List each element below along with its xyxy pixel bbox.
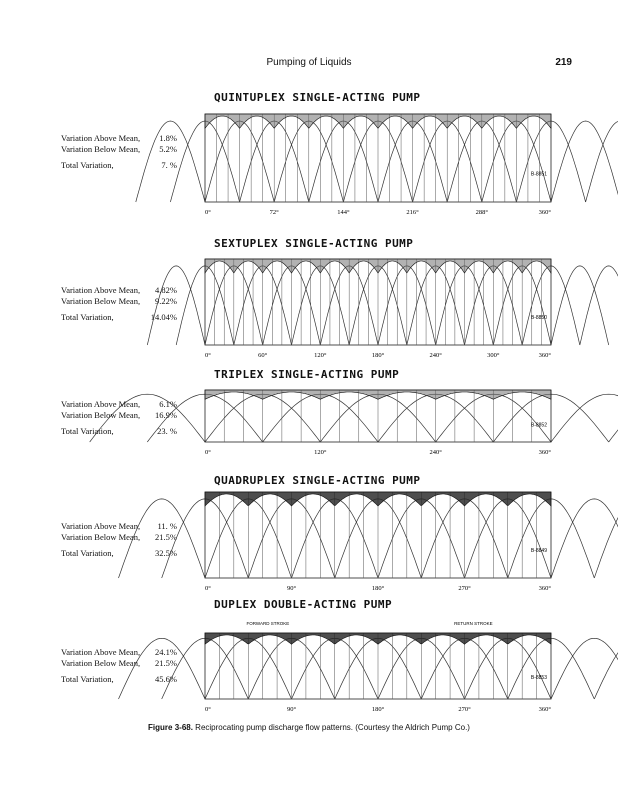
caption-text: Reciprocating pump discharge flow patterns. (Courtesy the Aldrich Pump Co.) bbox=[195, 723, 470, 732]
arch-curves bbox=[119, 638, 618, 699]
quintuplex-plot bbox=[205, 112, 551, 216]
stroke-arch bbox=[551, 394, 618, 442]
x-tick-label: 270° bbox=[458, 706, 471, 713]
above-label: Variation Above Mean, bbox=[61, 285, 141, 295]
below-label: Variation Below Mean, bbox=[61, 296, 141, 306]
figure-code: B-8852 bbox=[530, 422, 547, 429]
stroke-arch bbox=[551, 499, 618, 578]
above-label: Variation Above Mean, bbox=[61, 133, 141, 143]
total-label: Total Variation, bbox=[61, 426, 114, 436]
triplex-plot bbox=[205, 388, 551, 456]
sextuplex-plot bbox=[205, 257, 551, 359]
duplex-plot bbox=[205, 615, 551, 713]
below-label: Variation Below Mean, bbox=[61, 410, 141, 420]
flow-envelope bbox=[205, 390, 551, 399]
total-value: 45.6% bbox=[155, 674, 177, 684]
running-header: Pumping of Liquids bbox=[266, 57, 352, 68]
flow-envelope bbox=[205, 492, 551, 506]
x-tick-label: 270° bbox=[458, 585, 471, 592]
below-label: Variation Below Mean, bbox=[61, 532, 141, 542]
stats-block bbox=[61, 285, 177, 323]
figure-caption bbox=[0, 723, 618, 732]
x-tick-label: 0° bbox=[205, 352, 211, 359]
x-tick-label: 288° bbox=[475, 209, 488, 216]
stats-block bbox=[61, 399, 177, 437]
quintuplex-chart bbox=[205, 112, 551, 216]
panel-title: DUPLEX DOUBLE-ACTING PUMP bbox=[214, 598, 393, 611]
below-label: Variation Below Mean, bbox=[61, 658, 141, 668]
panel-title: QUINTUPLEX SINGLE-ACTING PUMP bbox=[214, 91, 421, 104]
x-tick-label: 240° bbox=[429, 449, 442, 456]
quadruplex-plot bbox=[205, 490, 551, 592]
figure-code: B-8853 bbox=[530, 675, 547, 682]
page-number: 219 bbox=[555, 57, 572, 68]
x-tick-label: 360° bbox=[538, 585, 551, 592]
panel-title: TRIPLEX SINGLE-ACTING PUMP bbox=[214, 368, 400, 381]
arch-curves bbox=[147, 266, 618, 345]
flow-envelope bbox=[205, 633, 551, 644]
below-value: 16.9% bbox=[155, 410, 177, 420]
total-label: Total Variation, bbox=[61, 312, 114, 322]
figure-code: B-8851 bbox=[530, 171, 547, 178]
x-tick-label: 180° bbox=[371, 585, 385, 592]
x-tick-label: 300° bbox=[487, 352, 500, 359]
x-tick-label: 0° bbox=[205, 706, 211, 713]
x-tick-label: 90° bbox=[286, 706, 297, 713]
below-label: Variation Below Mean, bbox=[61, 144, 141, 154]
panel-title: SEXTUPLEX SINGLE-ACTING PUMP bbox=[214, 237, 414, 250]
flow-envelope bbox=[205, 259, 551, 273]
stroke-arch bbox=[551, 638, 618, 699]
stroke-arch bbox=[594, 499, 618, 578]
x-tick-label: 180° bbox=[371, 706, 385, 713]
total-label: Total Variation, bbox=[61, 548, 114, 558]
forward-stroke-label: FORWARD STROKE bbox=[246, 621, 290, 626]
sextuplex-chart bbox=[205, 257, 551, 359]
above-value: 11. % bbox=[157, 521, 177, 531]
below-value: 9.22% bbox=[155, 296, 177, 306]
x-tick-label: 240° bbox=[429, 352, 442, 359]
total-value: 7. % bbox=[161, 160, 177, 170]
x-tick-label: 72° bbox=[269, 209, 279, 216]
x-tick-label: 0° bbox=[205, 449, 211, 456]
quadruplex-chart bbox=[205, 490, 551, 592]
x-tick-label: 60° bbox=[258, 352, 268, 359]
panel-title: QUADRUPLEX SINGLE-ACTING PUMP bbox=[214, 474, 421, 487]
x-tick-label: 360° bbox=[538, 449, 551, 456]
duplex-chart bbox=[205, 615, 551, 713]
x-tick-label: 120° bbox=[314, 352, 327, 359]
above-value: 4.82% bbox=[155, 285, 177, 295]
x-tick-label: 216° bbox=[406, 209, 419, 216]
total-value: 23. % bbox=[157, 426, 177, 436]
figure-code: B-8849 bbox=[530, 548, 547, 555]
stats-block bbox=[61, 521, 177, 559]
above-label: Variation Above Mean, bbox=[61, 399, 141, 409]
return-stroke-label: RETURN STROKE bbox=[454, 621, 493, 626]
total-value: 32.5% bbox=[155, 548, 177, 558]
x-tick-label: 0° bbox=[205, 585, 211, 592]
above-value: 1.8% bbox=[159, 133, 177, 143]
arch-curves bbox=[119, 499, 618, 578]
caption-label: Figure 3-68. bbox=[148, 723, 193, 732]
above-value: 6.1% bbox=[159, 399, 177, 409]
below-value: 21.5% bbox=[155, 658, 177, 668]
stats-block bbox=[61, 647, 177, 685]
stroke-arch bbox=[594, 638, 618, 699]
x-tick-label: 360° bbox=[538, 352, 551, 359]
x-tick-label: 90° bbox=[286, 585, 297, 592]
stroke-arch bbox=[609, 394, 618, 442]
total-label: Total Variation, bbox=[61, 160, 114, 170]
x-tick-label: 360° bbox=[538, 209, 551, 216]
triplex-chart bbox=[205, 388, 551, 456]
x-tick-label: 180° bbox=[371, 352, 385, 359]
above-label: Variation Above Mean, bbox=[61, 521, 141, 531]
flow-envelope bbox=[205, 114, 551, 128]
total-label: Total Variation, bbox=[61, 674, 114, 684]
stats-block bbox=[61, 133, 177, 171]
stroke-arch bbox=[551, 266, 609, 345]
x-tick-label: 120° bbox=[314, 449, 327, 456]
total-value: 14.04% bbox=[150, 312, 177, 322]
x-tick-label: 144° bbox=[337, 209, 350, 216]
above-label: Variation Above Mean, bbox=[61, 647, 141, 657]
below-value: 21.5% bbox=[155, 532, 177, 542]
x-tick-label: 0° bbox=[205, 209, 211, 216]
x-tick-label: 360° bbox=[538, 706, 551, 713]
below-value: 5.2% bbox=[159, 144, 177, 154]
arch-curves bbox=[136, 121, 618, 202]
stroke-arch bbox=[586, 121, 618, 202]
figure-code: B-8850 bbox=[530, 315, 547, 322]
above-value: 24.1% bbox=[155, 647, 177, 657]
